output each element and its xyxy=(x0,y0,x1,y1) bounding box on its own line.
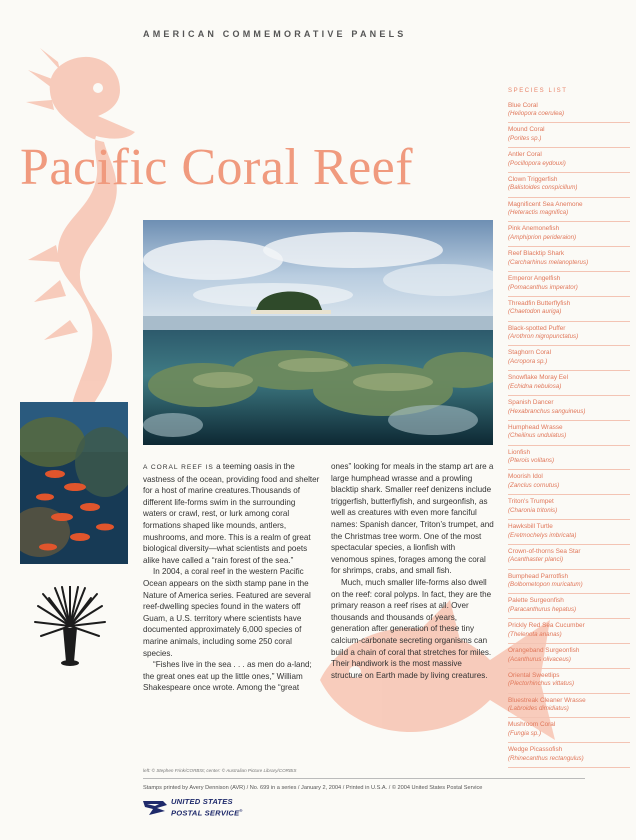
species-item xyxy=(508,148,630,173)
species-item xyxy=(508,272,630,297)
species-common-name: Threadfin Butterflyfish xyxy=(508,299,571,307)
body-paragraph: “Fishes live in the sea . . . as men do a-land; the great ones eat up the little ones,” William Shakespeare once wrote. Among the “great xyxy=(143,660,312,693)
species-item xyxy=(508,718,630,743)
printer-line: Stamps printed by Avery Dennison (AVR) / No. 699 in a series / January 2, 2004 / Printed in U.S.A. / © 2004 United States Postal Service xyxy=(143,785,483,791)
species-common-name: Lionfish xyxy=(508,448,531,456)
species-scientific-name: (Amphiprion perideraion) xyxy=(508,234,577,242)
species-scientific-name: (Eretmochelys imbricata) xyxy=(508,531,577,539)
body-column-right xyxy=(331,461,494,681)
species-common-name: Oriental Sweetlips xyxy=(508,671,560,679)
species-common-name: Antler Coral xyxy=(508,151,542,159)
species-item xyxy=(508,545,630,570)
species-item xyxy=(508,570,630,595)
species-item xyxy=(508,495,630,520)
paragraph-text: a teeming oasis in the vastness of the ocean, providing food and shelter for a host of marine creatures.Thousands of different life-forms swim in the surrounding waters or crawl, rest, or lurk among coral formations shaped like mounds, antlers, mushrooms, and more. This is a realm of great biological diversity—what scientists and poets alike have called a “rain forest of the sea.” xyxy=(143,462,320,565)
species-item xyxy=(508,99,630,124)
species-scientific-name: (Acanthurus olivaceus) xyxy=(508,655,571,663)
species-item xyxy=(508,173,630,198)
footer-divider xyxy=(143,778,585,779)
body-paragraph xyxy=(143,461,321,566)
species-item xyxy=(508,198,630,223)
photo-credit: left: © Stephen Frink/CORBIS; center: © Australian Picture Library/CORBIS xyxy=(143,768,297,773)
species-common-name: Pink Anemonefish xyxy=(508,225,560,233)
species-common-name: Palette Surgeonfish xyxy=(508,597,564,605)
species-scientific-name: (Plectorhinchus vittatus) xyxy=(508,680,575,688)
species-scientific-name: (Zanclus cornutus) xyxy=(508,482,560,490)
species-common-name: Hawksbill Turtle xyxy=(508,523,553,531)
eagle-icon xyxy=(143,799,167,817)
species-item xyxy=(508,421,630,446)
species-scientific-name: (Charonia tritonis) xyxy=(508,506,558,514)
species-scientific-name: (Chaetodon auriga) xyxy=(508,308,562,316)
species-list-heading: SPECIES LIST xyxy=(508,88,568,94)
species-common-name: Wedge Picassofish xyxy=(508,746,563,754)
usps-line1: UNITED STATES xyxy=(171,797,233,806)
species-scientific-name: (Labroides dimidiatus) xyxy=(508,705,569,713)
species-scientific-name: (Heliopora coerulea) xyxy=(508,110,565,118)
species-common-name: Black-spotted Puffer xyxy=(508,324,566,332)
species-item xyxy=(508,669,630,694)
body-column-left xyxy=(143,461,321,694)
species-scientific-name: (Thelenota ananas) xyxy=(508,630,562,638)
species-scientific-name: (Hexabranchus sanguineus) xyxy=(508,407,586,415)
species-item xyxy=(508,619,630,644)
species-item xyxy=(508,371,630,396)
page-title: Pacific Coral Reef xyxy=(20,139,414,196)
species-common-name: Magnificent Sea Anemone xyxy=(508,200,583,208)
species-scientific-name: (Acanthaster planci) xyxy=(508,556,564,564)
usps-wordmark xyxy=(171,798,243,818)
species-common-name: Clown Triggerfish xyxy=(508,175,558,183)
species-common-name: Snowflake Moray Eel xyxy=(508,374,569,382)
species-scientific-name: (Arothron nigropunctatus) xyxy=(508,333,579,341)
species-common-name: Moorish Idol xyxy=(508,473,543,481)
registered-mark: ® xyxy=(239,807,243,813)
species-common-name: Orangeband Surgeonfish xyxy=(508,647,580,655)
body-paragraph: In 2004, a coral reef in the western Pacific Ocean appears on the sixth stamp pane in the Nature of America series. Featured are several reef-dwelling species found in the waters off Guam, a U.S. territory where scientists have documented approximately 6,000 species of marine animals, including some 250 coral species. xyxy=(143,567,311,658)
species-scientific-name: (Paracanthurus hepatus) xyxy=(508,606,577,614)
species-scientific-name: (Porites sp.) xyxy=(508,134,542,142)
species-scientific-name: (Echidna nebulosa) xyxy=(508,382,562,390)
species-item xyxy=(508,470,630,495)
species-item xyxy=(508,396,630,421)
species-item xyxy=(508,694,630,719)
species-scientific-name: (Pocillopora eydouxi) xyxy=(508,159,566,167)
species-scientific-name: (Pterois volitans) xyxy=(508,457,555,465)
species-item xyxy=(508,222,630,247)
species-scientific-name: (Fungia sp.) xyxy=(508,730,542,738)
body-paragraph: ones” looking for meals in the stamp art are a large humphead wrasse and a prowling blacktip shark. Smaller reef denizens include triggerfish, butterflyfish, and surgeonfish, as well as creatures with even more fanciful names: Spanish dancer, Triton’s trumpet, and the Christmas tree worm. One of the most spectacular species, a lionfish with venomous spines, forages among the coral for shrimps, crabs, and small fish. xyxy=(331,462,494,576)
species-common-name: Bumphead Parrotfish xyxy=(508,572,569,580)
species-item xyxy=(508,520,630,545)
species-item xyxy=(508,346,630,371)
series-title: AMERICAN COMMEMORATIVE PANELS xyxy=(143,29,407,39)
species-common-name: Triton's Trumpet xyxy=(508,498,554,506)
usps-line2: POSTAL SERVICE xyxy=(171,808,240,818)
species-scientific-name: (Carcharhinus melanopterus) xyxy=(508,258,589,266)
species-scientific-name: (Acropora sp.) xyxy=(508,358,548,366)
species-common-name: Reef Blacktip Shark xyxy=(508,250,565,258)
species-item xyxy=(508,644,630,669)
species-common-name: Crown-of-thorns Sea Star xyxy=(508,547,581,555)
usps-logo xyxy=(143,798,243,818)
species-common-name: Bluestreak Cleaner Wrasse xyxy=(508,696,586,704)
species-scientific-name: (Rhinecanthus rectangulus) xyxy=(508,754,584,762)
species-items xyxy=(508,99,630,769)
species-item xyxy=(508,594,630,619)
body-paragraph: Much, much smaller life-forms also dwell on the reef: coral polyps. In fact, they are the primary reason a reef rises at all. Over thousands and thousands of years, generation after generation of these tiny calcium-carbonate secreting organisms can build a chain of coral that stretches for miles. Their handiwork is the most massive structure on Earth made by living creatures. xyxy=(331,577,492,680)
species-scientific-name: (Bolbometopon muricatum) xyxy=(508,581,583,589)
species-common-name: Blue Coral xyxy=(508,101,538,109)
species-common-name: Mound Coral xyxy=(508,126,545,134)
species-common-name: Spanish Dancer xyxy=(508,399,554,407)
species-item xyxy=(508,322,630,347)
side-fish-photo xyxy=(20,402,128,564)
lead-caps: A CORAL REEF IS xyxy=(143,464,214,471)
species-common-name: Prickly Red Sea Cucumber xyxy=(508,622,585,630)
main-reef-photo xyxy=(143,220,493,445)
species-item xyxy=(508,446,630,471)
species-item xyxy=(508,743,630,768)
anemone-icon xyxy=(33,586,107,666)
species-common-name: Mushroom Coral xyxy=(508,721,556,729)
species-item xyxy=(508,123,630,148)
species-common-name: Emperor Angelfish xyxy=(508,275,561,283)
species-common-name: Humphead Wrasse xyxy=(508,423,563,431)
species-scientific-name: (Balistoides conspicillum) xyxy=(508,184,578,192)
species-item xyxy=(508,297,630,322)
species-scientific-name: (Pomacanthus imperator) xyxy=(508,283,578,291)
species-list xyxy=(508,88,630,768)
species-scientific-name: (Cheilinus undulatus) xyxy=(508,432,567,440)
species-item xyxy=(508,247,630,272)
species-scientific-name: (Heteractis magnifica) xyxy=(508,209,569,217)
species-common-name: Staghorn Coral xyxy=(508,349,551,357)
